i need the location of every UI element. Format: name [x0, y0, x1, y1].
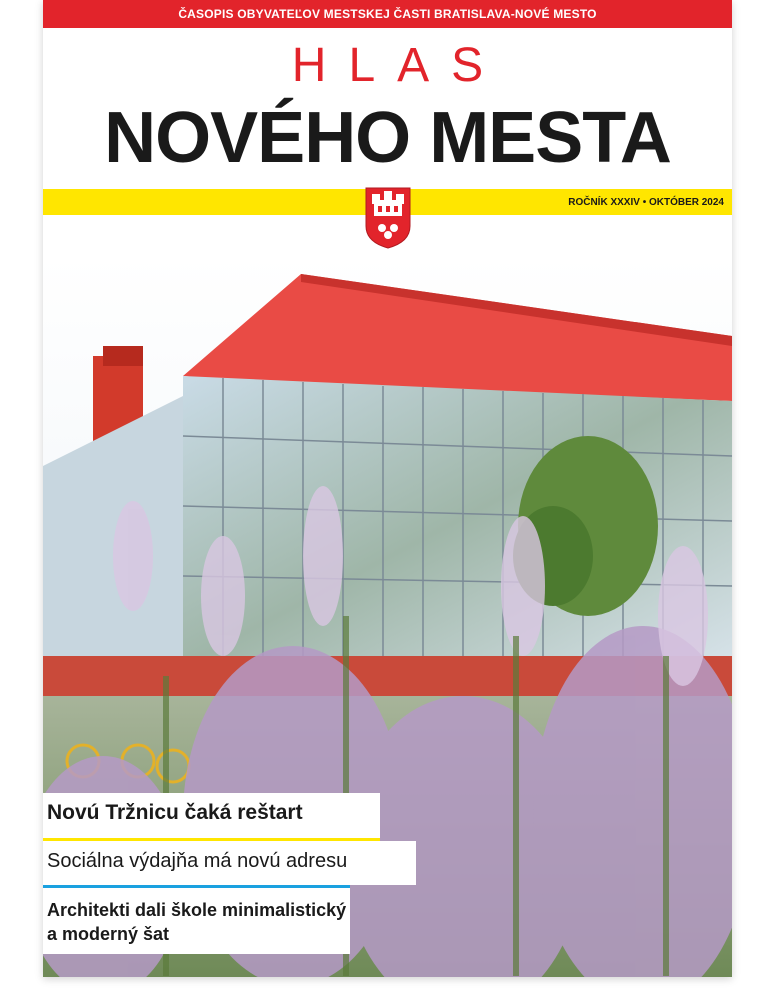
- tagline-bar: [43, 0, 732, 28]
- masthead-top: HLAS: [291, 39, 506, 92]
- masthead-title: NOVÉHO MESTA: [104, 98, 671, 178]
- issue-info: ROČNÍK XXXIV • OKTÓBER 2024: [568, 196, 724, 208]
- coat-of-arms-icon: [364, 186, 412, 250]
- headline-3[interactable]: Architekti dali škole minimalistický a moderný šat: [43, 888, 350, 954]
- headline-2[interactable]: Sociálna výdajňa má novú adresu: [43, 841, 416, 885]
- tagline-text: ČASOPIS OBYVATEĽOV MESTSKEJ ČASTI BRATISLAVA-NOVÉ MESTO: [178, 7, 597, 21]
- headline-1[interactable]: Novú Tržnicu čaká reštart: [43, 793, 380, 839]
